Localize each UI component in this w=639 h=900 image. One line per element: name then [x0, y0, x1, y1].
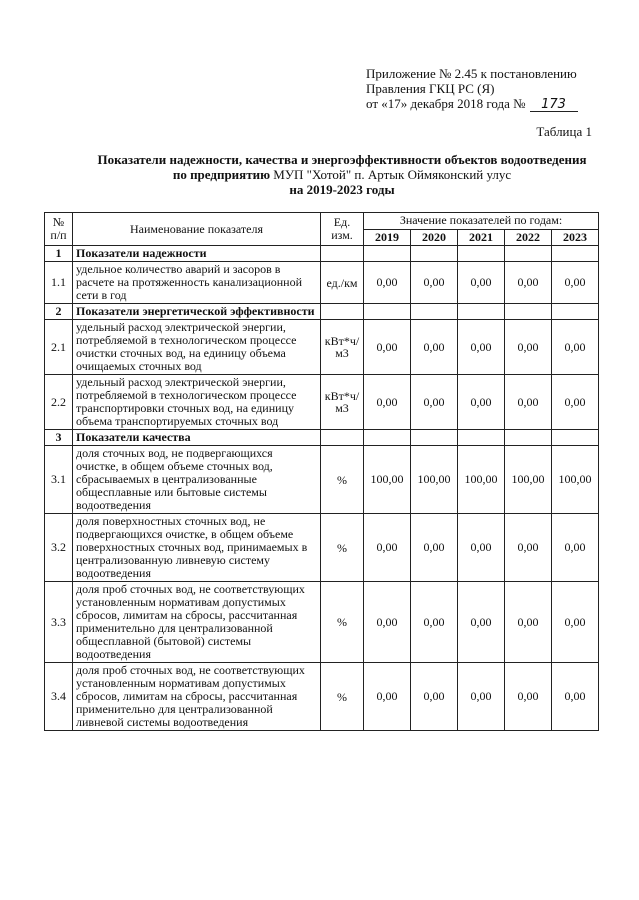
table-row	[45, 320, 599, 375]
row-num: 3.4	[45, 663, 73, 731]
section-num: 3	[45, 430, 73, 446]
appendix-date: от «17» декабря 2018 года №	[366, 96, 526, 111]
row-name: удельное количество аварий и засоров в расчете на протяженность канализационной сети в год	[73, 262, 321, 304]
document-title	[60, 152, 624, 197]
row-unit: %	[321, 514, 364, 582]
row-value: 0,00	[505, 320, 552, 375]
row-value: 0,00	[411, 514, 458, 582]
title-line-2-plain: МУП "Хотой" п. Артык Оймяконский улус	[270, 167, 512, 182]
section-title: Показатели надежности	[73, 246, 321, 262]
empty-cell	[364, 304, 411, 320]
row-value: 0,00	[411, 582, 458, 663]
row-value: 0,00	[552, 262, 599, 304]
row-name: доля проб сточных вод, не соответствующих установленным нормативам допустимых сбросов, лимитам на сбросы, рассчитанная применительно для централизованной общесплавной (бытовой) системы водоотведения	[73, 582, 321, 663]
appendix-line-2: Правления ГКЦ РС (Я)	[366, 81, 495, 96]
row-value: 0,00	[552, 375, 599, 430]
empty-cell	[505, 246, 552, 262]
title-line-1: Показатели надежности, качества и энергоэффективности объектов водоотведения	[97, 152, 587, 167]
row-value: 0,00	[505, 262, 552, 304]
row-name: доля сточных вод, не подвергающихся очистке, в общем объеме сточных вод, сбрасываемых в централизованные общесплавные или бытовые системы водоотведения	[73, 446, 321, 514]
empty-cell	[458, 430, 505, 446]
row-value: 0,00	[505, 514, 552, 582]
header-year: 2020	[411, 229, 458, 246]
row-num: 1.1	[45, 262, 73, 304]
row-name: доля поверхностных сточных вод, не подвергающихся очистке, в общем объеме поверхностных сточных вод, принимаемых в централизованную ливневую систему водоотведения	[73, 514, 321, 582]
section-row	[45, 304, 599, 320]
appendix-header	[366, 66, 578, 112]
header-num: № п/п	[45, 213, 73, 246]
row-value: 0,00	[552, 663, 599, 731]
header-year: 2022	[505, 229, 552, 246]
empty-cell	[411, 430, 458, 446]
row-value: 0,00	[458, 663, 505, 731]
empty-cell	[321, 430, 364, 446]
title-line-2-bold: по предприятию	[172, 167, 271, 182]
row-value: 0,00	[458, 320, 505, 375]
row-unit: кВт*ч/м3	[321, 320, 364, 375]
row-value: 0,00	[364, 514, 411, 582]
row-value: 0,00	[458, 514, 505, 582]
row-value: 0,00	[552, 320, 599, 375]
row-unit: ед./км	[321, 262, 364, 304]
table-row	[45, 582, 599, 663]
appendix-line-1: Приложение № 2.45 к постановлению	[366, 66, 577, 81]
row-unit: %	[321, 582, 364, 663]
row-num: 3.3	[45, 582, 73, 663]
section-row	[45, 246, 599, 262]
empty-cell	[411, 246, 458, 262]
row-name: удельный расход электрической энергии, потребляемой в технологическом процессе очистки сточных вод, на единицу объема очищаемых сточных вод	[73, 320, 321, 375]
title-line-3: на 2019-2023 годы	[289, 182, 395, 197]
row-value: 0,00	[505, 663, 552, 731]
row-num: 2.1	[45, 320, 73, 375]
row-value: 0,00	[364, 663, 411, 731]
row-value: 0,00	[364, 375, 411, 430]
row-unit: %	[321, 446, 364, 514]
table-row	[45, 446, 599, 514]
handwritten-number: 173	[530, 98, 578, 112]
empty-cell	[411, 304, 458, 320]
title-line-2	[60, 167, 624, 182]
row-value: 0,00	[411, 663, 458, 731]
empty-cell	[505, 304, 552, 320]
section-num: 1	[45, 246, 73, 262]
row-name: доля проб сточных вод, не соответствующих установленным нормативам допустимых сбросов, лимитам на сбросы, рассчитанная применительно для централизованной ливневой системы водоотведения	[73, 663, 321, 731]
table-row	[45, 514, 599, 582]
appendix-line-3	[366, 96, 578, 112]
empty-cell	[552, 304, 599, 320]
header-year: 2021	[458, 229, 505, 246]
row-value: 0,00	[411, 320, 458, 375]
row-value: 100,00	[411, 446, 458, 514]
empty-cell	[458, 304, 505, 320]
row-num: 3.2	[45, 514, 73, 582]
section-title: Показатели качества	[73, 430, 321, 446]
row-value: 100,00	[364, 446, 411, 514]
row-value: 100,00	[552, 446, 599, 514]
empty-cell	[364, 246, 411, 262]
empty-cell	[364, 430, 411, 446]
header-name: Наименование показателя	[73, 213, 321, 246]
header-year: 2023	[552, 229, 599, 246]
empty-cell	[552, 246, 599, 262]
row-value: 0,00	[411, 262, 458, 304]
section-row	[45, 430, 599, 446]
row-num: 2.2	[45, 375, 73, 430]
table-label: Таблица 1	[536, 124, 592, 139]
empty-cell	[321, 304, 364, 320]
header-unit: Ед. изм.	[321, 213, 364, 246]
row-unit: кВт*ч/м3	[321, 375, 364, 430]
empty-cell	[321, 246, 364, 262]
section-title: Показатели энергетической эффективности	[73, 304, 321, 320]
row-value: 100,00	[505, 446, 552, 514]
empty-cell	[552, 430, 599, 446]
row-value: 0,00	[552, 514, 599, 582]
row-value: 0,00	[364, 582, 411, 663]
row-value: 0,00	[505, 375, 552, 430]
row-value: 0,00	[364, 262, 411, 304]
row-name: удельный расход электрической энергии, потребляемой в технологическом процессе транспортировки сточных вод, на единицу объема транспортируемых сточных вод	[73, 375, 321, 430]
header-values: Значение показателей по годам:	[364, 213, 599, 230]
row-value: 0,00	[552, 582, 599, 663]
section-num: 2	[45, 304, 73, 320]
header-year: 2019	[364, 229, 411, 246]
row-value: 0,00	[505, 582, 552, 663]
row-value: 100,00	[458, 446, 505, 514]
table-row	[45, 663, 599, 731]
header-row	[45, 213, 599, 230]
table-row	[45, 375, 599, 430]
row-unit: %	[321, 663, 364, 731]
table-row	[45, 262, 599, 304]
row-value: 0,00	[458, 375, 505, 430]
empty-cell	[505, 430, 552, 446]
empty-cell	[458, 246, 505, 262]
row-value: 0,00	[364, 320, 411, 375]
indicators-table	[44, 212, 599, 731]
row-num: 3.1	[45, 446, 73, 514]
row-value: 0,00	[458, 582, 505, 663]
row-value: 0,00	[458, 262, 505, 304]
row-value: 0,00	[411, 375, 458, 430]
